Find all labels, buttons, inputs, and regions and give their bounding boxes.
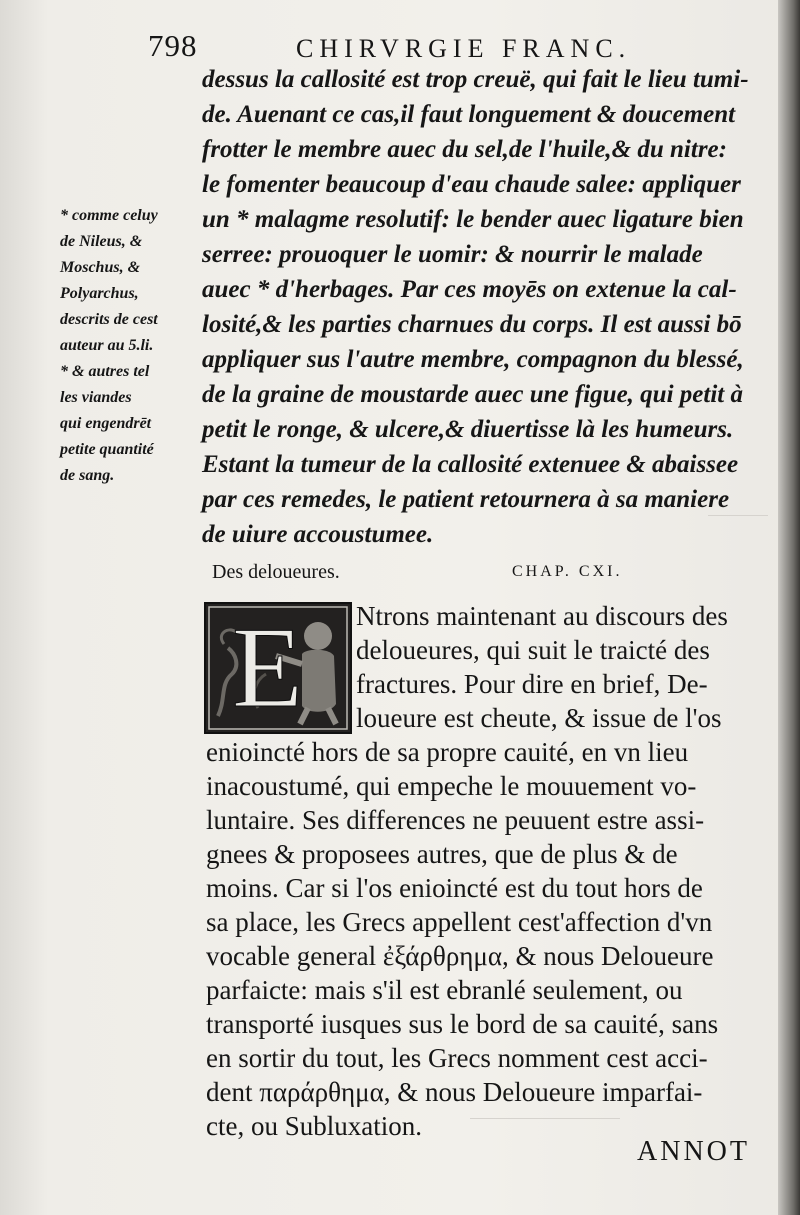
text-line: dent παράρθημα, & nous Deloueure imparfai-: [206, 1077, 703, 1107]
text-line: Ntrons maintenant au discours des: [356, 601, 728, 631]
chapter-title: Des deloueures.: [212, 561, 340, 583]
text-line: parfaicte: mais s'il est ebranlé seulement, ou: [206, 975, 683, 1005]
margin-note-line: qui engendrēt: [60, 415, 152, 432]
text-line: sa place, les Grecs appellent cest'affection d'vn: [206, 907, 713, 937]
text-line: de. Auenant ce cas,il faut longuement & doucement: [202, 101, 736, 128]
text-line: inacoustumé, qui empeche le mouuement vo-: [206, 771, 697, 801]
drop-cap-letter: E: [232, 604, 303, 732]
running-head: CHIRVRGIE FRANC.: [296, 34, 632, 63]
bleed-through-mark: [708, 515, 768, 516]
margin-note-line: * comme celuy: [60, 207, 158, 224]
decorated-initial: [204, 602, 352, 734]
margin-note-line: de Nileus, &: [60, 233, 143, 250]
margin-note-line: Polyarchus,: [60, 285, 139, 302]
page-header: [148, 22, 708, 62]
text-line: de uiure accoustumee.: [202, 521, 434, 548]
catchword: ANNOT: [637, 1136, 750, 1167]
text-line: transporté iusques sus le bord de sa cauité, sans: [206, 1009, 719, 1039]
margin-note-line: auteur au 5.li.: [60, 337, 154, 354]
margin-note-line: petite quantité: [60, 441, 154, 458]
text-line: cte, ou Subluxation.: [206, 1111, 422, 1141]
text-line: deloueures, qui suit le traicté des: [356, 635, 710, 665]
text-line: fractures. Pour dire en brief, De-: [356, 669, 708, 699]
text-line: par ces remedes, le patient retournera à sa maniere: [202, 486, 730, 513]
margin-note-line: * & autres tel: [60, 363, 150, 380]
text-line: frotter le membre auec du sel,de l'huile,& du nitre:: [202, 136, 727, 163]
text-line: enioincté hors de sa propre cauité, en vn lieu: [206, 737, 689, 767]
text-line: vocable general ἐξάρθρημα, & nous Deloueure: [206, 941, 714, 971]
text-line: losité,& les parties charnues du corps. Il est aussi bō: [202, 311, 742, 338]
text-line: auec * d'herbages. Par ces moyēs on extenue la cal-: [202, 276, 737, 303]
text-line: de la graine de moustarde auec une figue, qui petit à: [202, 381, 743, 408]
text-line: dessus la callosité est trop creuë, qui fait le lieu tumi-: [202, 66, 749, 93]
text-line: le fomenter beaucoup d'eau chaude salee: appliquer: [202, 171, 741, 198]
page-gutter: [778, 0, 800, 1215]
text-line: petit le ronge, & ulcere,& diuertisse là les humeurs.: [202, 416, 734, 443]
text-line: Estant la tumeur de la callosité extenuee & abaissee: [202, 451, 739, 478]
margin-note-line: les viandes: [60, 389, 132, 406]
text-line: un * malagme resolutif: le bender auec ligature bien: [202, 206, 744, 233]
text-line: gnees & proposees autres, que de plus & de: [206, 839, 678, 869]
text-line: loueure est cheute, & issue de l'os: [356, 703, 722, 733]
bleed-through-mark: [470, 1118, 620, 1119]
chapter-number: CHAP. CXI.: [512, 563, 623, 580]
text-line: luntaire. Ses differences ne peuuent estre assi-: [206, 805, 705, 835]
margin-note-line: de sang.: [60, 467, 115, 484]
text-line: en sortir du tout, les Grecs nomment cest acci-: [206, 1043, 708, 1073]
text-line: appliquer sus l'autre membre, compagnon du blessé,: [202, 346, 744, 373]
margin-note-line: descrits de cest: [60, 311, 158, 328]
text-line: moins. Car si l'os enioincté est du tout hors de: [206, 873, 703, 903]
margin-note-line: Moschus, &: [60, 259, 141, 276]
text-line: serree: prouoquer le uomir: & nourrir le malade: [202, 241, 703, 268]
page-number: 798: [148, 28, 198, 63]
